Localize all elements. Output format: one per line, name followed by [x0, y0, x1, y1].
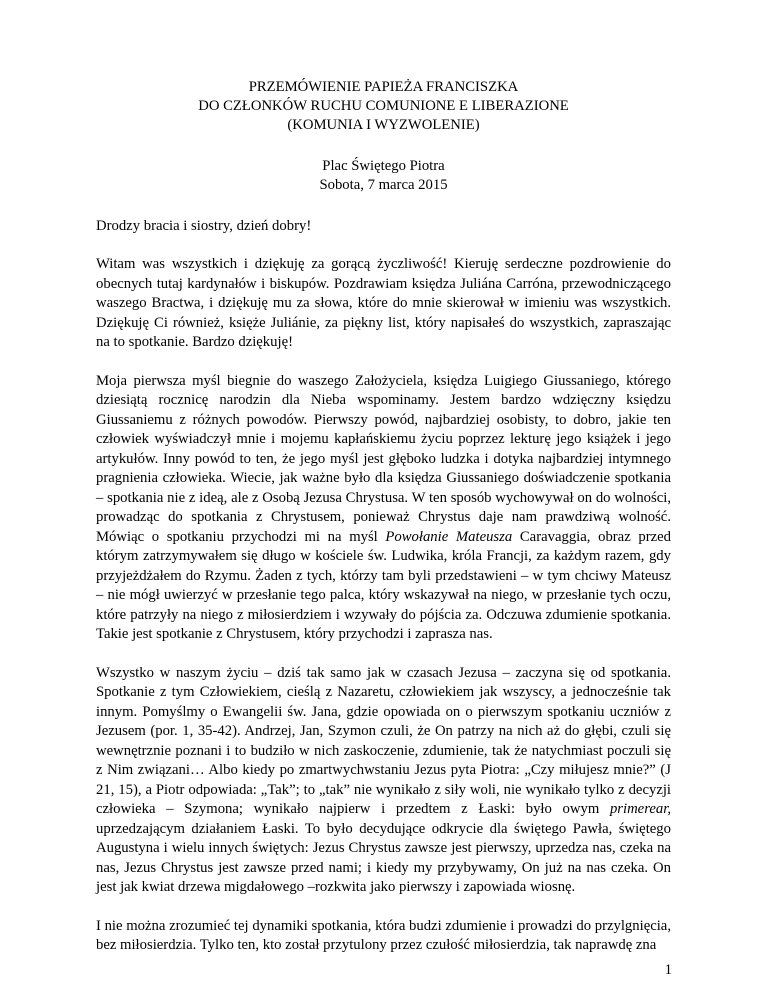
document-page	[96, 78, 671, 956]
greeting: Drodzy bracia i siostry, dzień dobry!	[96, 218, 312, 234]
title-line-2: DO CZŁONKÓW RUCHU COMUNIONE E LIBERAZIONE	[198, 98, 569, 114]
paragraph-3-text-a: Wszystko w naszym życiu – dziś tak samo jak w czasach Jezusa – zaczyna się od spotkania. Spotkanie z tym Człowiekiem, cieślą z Nazaretu, człowiekiem jak wszyscy, a jednocześnie tak innym. Pomyślmy o Ewangelii św. Jana, gdzie opowiada on o pierwszym spotkaniu uczniów z Jezusem (por. 1, 35-42). Andrzej, Jan, Szymon czuli, że On patrzy na nich aż do głębi, czuli się wewnętrznie poznani i to budziło w nich zaskoczenie, zdumienie, tak że natychmiast poczuli się z Nim związani… Albo kiedy po zmartwychwstaniu Jezus pyta Piotra: „Czy miłujesz mnie?” (J 21, 15), a Piotr odpowiada: „Tak”; to „tak” nie wynikało z siły woli, nie wynikało tylko z decyzji człowieka – Szymona; wynikało najpierw i przedtem z Łaski: było owym	[96, 664, 671, 817]
place-and-date	[96, 157, 671, 195]
paragraph-2-text-b: Caravaggia, obraz przed którym zatrzymywałem się długo w kościele św. Ludwika, króla Francji, za każdym razem, gdy przyjeżdżałem do Rzymu. Żaden z tych, którzy tam byli przedstawieni – w tym chciwy Mateusz – nie mógł uwierzyć w przesłanie tego palca, który wskazywał na niego, w przesłanie tych oczu, które patrzyły na niego z miłosierdziem i wzywały do pójścia za. Odczuwa zdumienie spotkania. Takie jest spotkanie z Chrystusem, który przychodzi i zaprasza nas.	[96, 528, 671, 642]
paragraph-2-text-a: Moja pierwsza myśl biegnie do waszego Założyciela, księdza Luigiego Giussaniego, którego dziesiątą rocznicę narodzin dla Nieba wspominamy. Jestem bardzo wdzięczny księdzu Giussaniemu z różnych powodów. Pierwszy powód, najbardziej osobisty, to dobro, jakie ten człowiek wyświadczył mnie i mojemu kapłańskiemu życiu poprzez lekturę jego książek i jego artykułów. Inny powód to ten, że jego myśl jest głęboko ludzka i dotyka najbardziej intymnego pragnienia człowieka. Wiecie, jak ważne było dla księdza Giussaniego doświadczenie spotkania – spotkania nie z ideą, ale z Osobą Jezusa Chrystusa. W ten sposób wychowywał on do wolności, prowadząc do spotkania z Chrystusem, ponieważ Chrystus daje nam prawdziwą wolność. Mówiąc o spotkaniu przychodzi mi na myśl	[96, 372, 671, 545]
title-line-1: PRZEMÓWIENIE PAPIEŻA FRANCISZKA	[248, 79, 519, 95]
paragraph-3-text-b: uprzedzającym działaniem Łaski. To było decydujące odkrycie dla świętego Pawła, świętego Augustyna i wielu innych świętych: Jezus Chrystus zawsze jest pierwszy, uprzedza nas, czeka na nas, Jezus Chrystus jest zawsze przed nami; i kiedy my przybywamy, On już na nas czeka. On jest jak kwiat drzewa migdałowego –rozkwita jako pierwszy i zapowiada wiosnę.	[96, 820, 671, 895]
paragraph-4-text: I nie można zrozumieć tej dynamiki spotkania, która budzi zdumienie i prowadzi do przylgnięcia, bez miłosierdzia. Tylko ten, kto został przytulony przez czułość miłosierdzia, tak naprawdę zna	[96, 917, 671, 953]
page-number: 1	[664, 962, 672, 978]
painting-title: Powołanie Mateusza	[385, 528, 513, 545]
paragraph-1	[96, 255, 671, 353]
paragraph-1-text: Witam was wszystkich i dziękuję za gorącą życzliwość! Kieruję serdeczne pozdrowienie do obecnych tutaj kardynałów i biskupów. Pozdrawiam księdza Juliána Carróna, przewodniczącego waszego Bractwa, i dziękuję mu za słowa, które do mnie skierował w imieniu was wszystkich. Dziękuję Ci również, księże Juliánie, za piękny list, który napisałeś do wszystkich, zapraszając na to spotkanie. Bardzo dziękuję!	[96, 256, 671, 350]
place-text: Plac Świętego Piotra	[322, 158, 445, 174]
paragraph-3	[96, 664, 671, 898]
paragraph-4	[96, 917, 671, 956]
date-text: Sobota, 7 marca 2015	[319, 177, 448, 193]
document-title	[96, 78, 671, 135]
paragraph-2	[96, 372, 671, 645]
primerear-term: primerear,	[609, 801, 671, 817]
title-line-3: (KOMUNIA I WYZWOLENIE)	[287, 117, 480, 133]
